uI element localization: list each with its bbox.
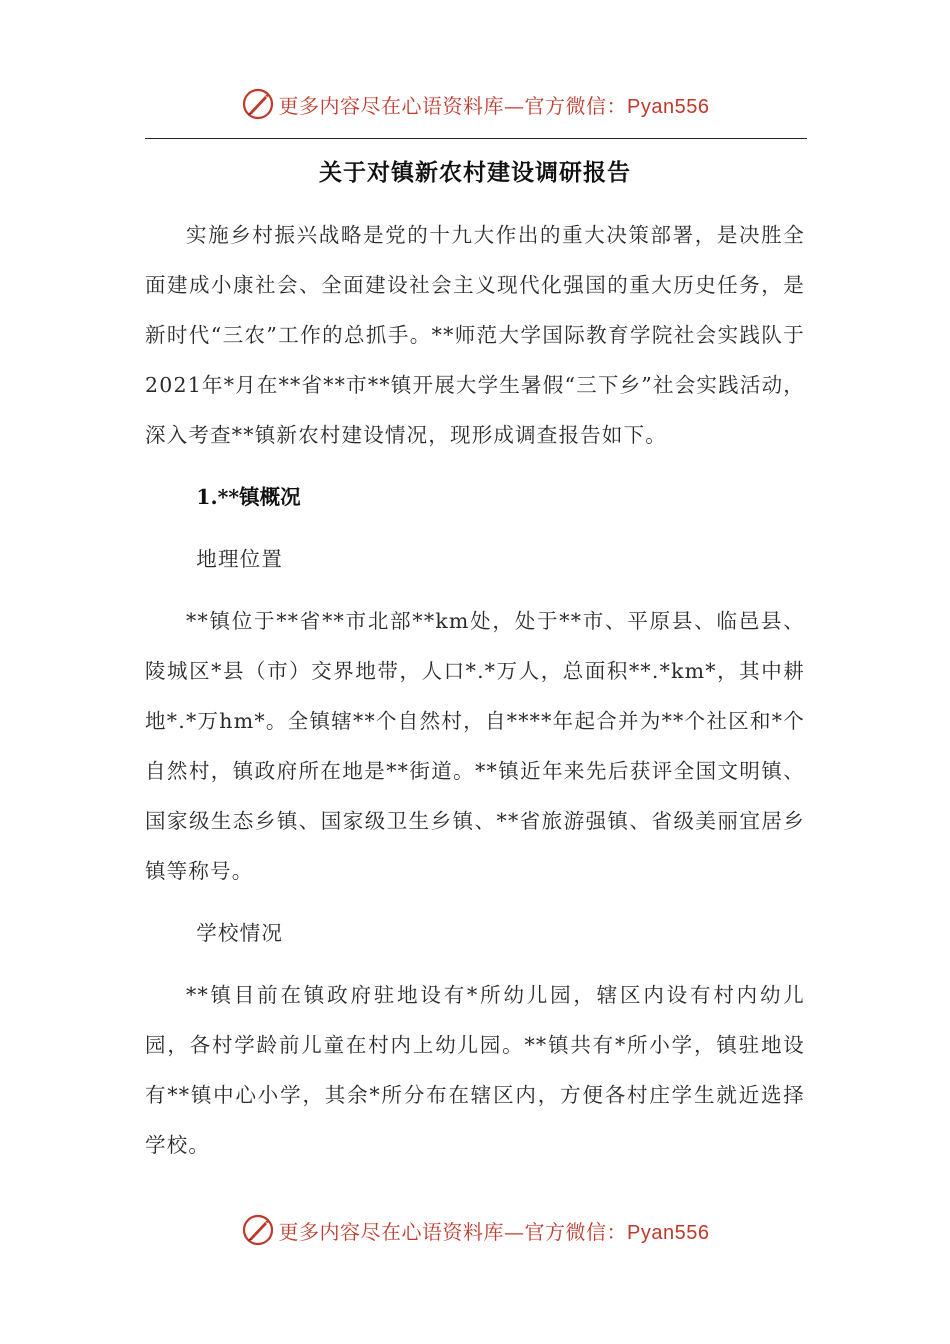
schools-paragraph: **镇目前在镇政府驻地设有*所幼儿园，辖区内设有村内幼儿园，各村学龄前儿童在村内上幼儿园。**镇共有*所小学，镇驻地设有**镇中心小学，其余*所分布在辖区内，方便各村庄学生就近选择学校。 bbox=[145, 983, 805, 1157]
spacer bbox=[145, 896, 805, 908]
document-body bbox=[145, 210, 805, 1170]
document-title: 关于对镇新农村建设调研报告 bbox=[319, 159, 631, 186]
banner-wechat-id: Pyan556 bbox=[627, 1221, 710, 1244]
footer-banner bbox=[0, 1210, 950, 1250]
header-banner bbox=[0, 84, 950, 124]
banner-text-cn: 更多内容尽在心语资料库—官方微信： bbox=[278, 93, 628, 118]
subheading-schools: 学校情况 bbox=[196, 921, 284, 945]
banner-wechat-id: Pyan556 bbox=[627, 95, 710, 118]
subheading-location: 地理位置 bbox=[196, 547, 284, 571]
section-heading-overview: 1.**镇概况 bbox=[196, 485, 301, 509]
banner-text bbox=[279, 1216, 710, 1245]
banner-text-cn: 更多内容尽在心语资料库—官方微信： bbox=[278, 1219, 628, 1244]
quill-pen-logo-icon bbox=[241, 1213, 275, 1247]
intro-paragraph: 实施乡村振兴战略是党的十九大作出的重大决策部署，是决胜全面建成小康社会、全面建设社会主义现代化强国的重大历史任务，是新时代“三农”工作的总抓手。**师范大学国际教育学院社会实践队于2021年*月在**省**市**镇开展大学生暑假“三下乡”社会实践活动，深入考查**镇新农村建设情况，现形成调查报告如下。 bbox=[145, 223, 805, 447]
banner-text bbox=[279, 90, 710, 119]
header-divider bbox=[145, 138, 807, 139]
location-paragraph: **镇位于**省**市北部**km处，处于**市、平原县、临邑县、陵城区*县（市）交界地带，人口*.*万人，总面积**.*km*，其中耕地*.*万hm*。全镇辖**个自然村，自****年起合并为**个社区和*个自然村，镇政府所在地是**街道。**镇近年来先后获评全国文明镇、国家级生态乡镇、国家级卫生乡镇、**省旅游强镇、省级美丽宜居乡镇等称号。 bbox=[145, 609, 805, 883]
quill-pen-logo-icon bbox=[241, 87, 275, 121]
